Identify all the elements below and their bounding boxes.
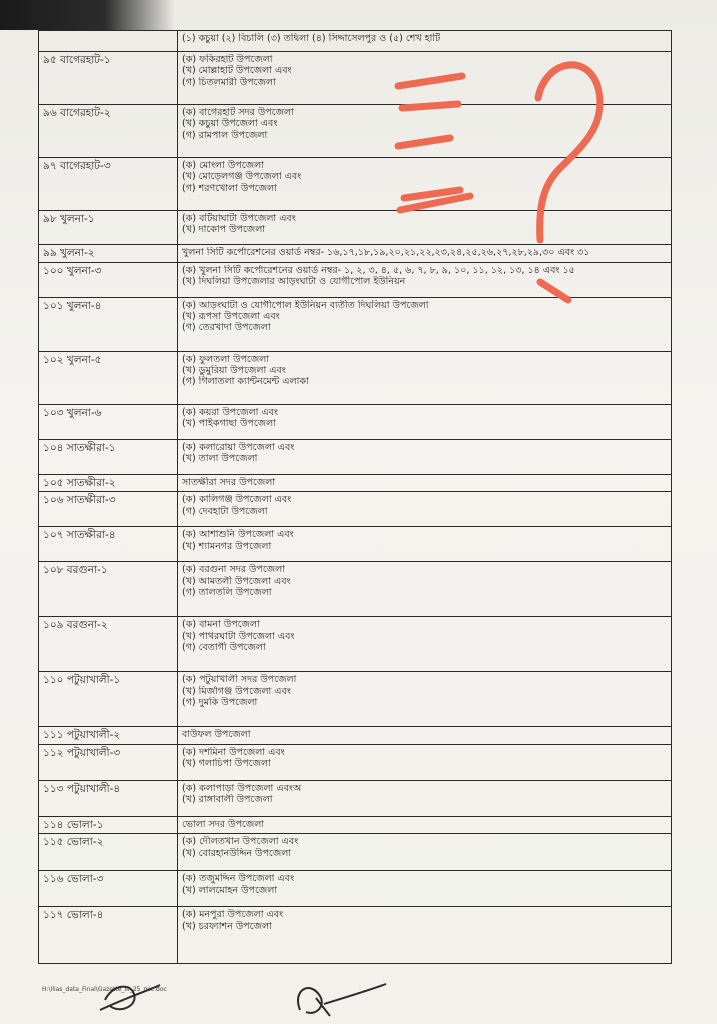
table-row [39,351,672,404]
table-row [39,245,672,263]
area-line: (গ) শরণখোলা উপজেলা [182,182,277,194]
constituency-cell: ৯৭ বাগেরহাট-৩ [39,158,178,211]
constituency-cell: ৯৬ বাগেরহাট-২ [39,105,178,158]
table-row [39,780,672,816]
constituency-cell: ৯৯ খুলনা-২ [39,245,178,263]
area-line: (ক) আশাশুনি উপজেলা এবং [182,529,294,541]
area-line: (গ) তালতলি উপজেলা [182,586,272,598]
area-line: (খ) বোরহানউদ্দিন উপজেলা [182,847,292,859]
constituency-table [38,30,672,964]
table-row [39,262,672,297]
constituency-cell: ৯৫ বাগেরহাট-১ [39,52,178,105]
constituency-cell: ১০৮ বরগুনা-১ [39,562,178,617]
area-cell [178,245,672,263]
area-line: (খ) পাইকগাছা উপজেলা [182,417,276,429]
constituency-cell: ১১৪ ভোলা-১ [39,816,178,834]
area-cell [178,439,672,474]
area-cell [178,617,672,672]
area-line: (ক) খুলনা সিটি কর্পোরেশনের ওয়ার্ড নম্বর- ১, ২, ৩, ৪, ৫, ৬, ৭, ৮, ৯, ১০, ১১, ১২, ১৩, ১৪ এবং ১৫ [182,264,575,276]
table-row [39,404,672,439]
area-cell [178,474,672,492]
area-line: (গ) রামপাল উপজেলা [182,129,268,141]
table-row [39,834,672,871]
area-line: (ক) কয়রা উপজেলা এবং [182,406,278,418]
signature-scribble-right [298,984,386,1016]
area-cell [178,744,672,780]
area-line: (খ) দাকোপ উপজেলা [182,224,266,236]
table-row [39,474,672,492]
area-line: (ক) কলাপাড়া উপজেলা এবংঅ [182,782,302,794]
area-cell [178,297,672,351]
area-line: (গ) বেতাগী উপজেলা [182,641,266,653]
area-cell [178,834,672,871]
area-line: (ক) ফকিরহাট উপজেলা [182,54,273,65]
area-line: (খ) মোল্লাহাট উপজেলা এবং [182,65,292,77]
area-line: (গ) চিতলমারী উপজেলা [182,76,276,88]
area-line: (খ) ডুমুরিয়া উপজেলা এবং [182,364,286,376]
area-cell [178,404,672,439]
table-row [39,439,672,474]
constituency-cell: ১০০ খুলনা-৩ [39,262,178,297]
constituency-cell: ১০৬ সাতক্ষীরা-৩ [39,492,178,527]
photo-dark-corner [0,0,175,30]
area-line: (খ) চরফ্যাশন উপজেলা [182,920,272,932]
area-line: (খ) রূপসা উপজেলা এবং [182,310,280,322]
area-line: (খ) রাঙ্গাবালী উপজেলা [182,794,273,806]
area-cell [178,780,672,816]
constituency-cell: ১১৭ ভোলা-৪ [39,907,178,964]
area-line: (গ) দুমকি উপজেলা [182,696,258,708]
area-line: (ক) দৌলতখান উপজেলা এবং [182,836,299,848]
table-row [39,871,672,907]
area-cell [178,105,672,158]
area-cell [178,871,672,907]
table-row [39,672,672,727]
table-row [39,105,672,158]
area-line: (খ) মোড়েলগঞ্জ উপজেলা এবং [182,171,302,183]
constituency-cell: ১১৩ পটুয়াখালী-৪ [39,780,178,816]
constituency-cell: ১১০ পটুয়াখালী-১ [39,672,178,727]
area-cell [178,562,672,617]
header-text-cell [178,31,672,52]
table-row [39,562,672,617]
area-line: (ক) আড়ংঘাটা ও যোগীপোল ইউনিয়ন ব্যতীত দিঘলিয়া উপজেলা [182,299,429,311]
area-cell [178,727,672,745]
area-line: ভোলা সদর উপজেলা [182,818,265,830]
area-cell [178,492,672,527]
constituency-cell: ১০১ খুলনা-৪ [39,297,178,351]
table-row [39,527,672,562]
table-row [39,816,672,834]
table-row [39,492,672,527]
constituency-cell: ১১১ পটুয়াখালী-২ [39,727,178,745]
area-line: (খ) পাথরঘাটা উপজেলা এবং [182,630,295,642]
area-cell [178,158,672,211]
area-line: (ক) কালিগঞ্জ উপজেলা এবং [182,494,292,506]
constituency-cell: ১০৫ সাতক্ষীরা-২ [39,474,178,492]
header-text: (১) কচুয়া (২) বিচালি (৩) তদ্বিলা (৪) সিদ্দাসেলপুর ও (৫) শেখ হাটি [182,33,441,44]
area-cell [178,351,672,404]
area-line: (গ) দেবহাটা উপজেলা [182,505,268,517]
area-line: সাতক্ষীরা সদর উপজেলা [182,476,276,488]
area-line: (ক) তজুমদ্দিন উপজেলা এবং [182,873,295,885]
constituency-cell: ৯৮ খুলনা-১ [39,211,178,245]
area-line: (খ) মির্জাগঞ্জ উপজেলা এবং [182,685,291,697]
constituency-cell: ১১৬ ভোলা-৩ [39,871,178,907]
area-line: (ক) বটিয়াঘাটা উপজেলা এবং [182,213,296,224]
table-row [39,744,672,780]
area-cell [178,527,672,562]
area-line: (ক) মনপুরা উপজেলা এবং [182,909,284,921]
table-row [39,907,672,964]
constituency-cell: ১০৪ সাতক্ষীরা-১ [39,439,178,474]
area-line: (ক) দশমিনা উপজেলা এবং [182,746,285,758]
table-row [39,52,672,105]
area-cell [178,672,672,727]
constituency-cell: ১১২ পটুয়াখালী-৩ [39,744,178,780]
constituency-cell: ১০৭ সাতক্ষীরা-৪ [39,527,178,562]
area-line: (খ) তালা উপজেলা [182,452,258,464]
area-line: (ক) বামনা উপজেলা [182,619,260,631]
area-line: (গ) তেরখাদা উপজেলা [182,322,271,334]
area-line: বাউফল উপজেলা [182,729,251,741]
area-line: (খ) কচুয়া উপজেলা এবং [182,118,278,130]
area-line: খুলনা সিটি কর্পোরেশনের ওয়ার্ড নম্বর- ১৬,১৭,১৮,১৯,২০,২১,২২,২৩,২৪,২৫,২৬,২৭,২৮,২৯,৩০ এবং ৩১ [182,247,590,258]
area-line: (ক) মোংলা উপজেলা [182,160,264,171]
constituency-cell: ১০২ খুলনা-৫ [39,351,178,404]
table-row [39,158,672,211]
area-line: (গ) গিলাতলা ক্যান্টনমেন্ট এলাকা [182,376,309,388]
area-line: (খ) দিঘলিয়া উপজেলার আড়ংঘাটা ও যোগীপোল ইউনিয়ন [182,275,406,287]
area-line: (খ) আমতলী উপজেলা এবং [182,575,291,587]
area-line: (খ) শ্যামনগর উপজেলা [182,540,272,552]
area-line: (খ) গলাচিপা উপজেলা [182,758,271,770]
area-line: (ক) বরগুনা সদর উপজেলা [182,564,285,576]
table-row [39,297,672,351]
table-row [39,727,672,745]
area-line: (ক) কলারোয়া উপজেলা এবং [182,441,295,453]
constituency-cell: ১০৩ খুলনা-৬ [39,404,178,439]
file-path-note: H:\Ilias_data_Final\Gazette_III_25_mic.doc [42,986,167,993]
area-cell [178,907,672,964]
table-row [39,617,672,672]
area-line: (ক) ফুলতলা উপজেলা [182,353,270,365]
table-header-row [39,31,672,52]
constituency-cell: ১১৫ ভোলা-২ [39,834,178,871]
area-cell [178,52,672,105]
area-cell [178,816,672,834]
area-line: (ক) পটুয়াখালী সদর উপজেলা [182,674,297,686]
area-line: (ক) বাগেরহাট সদর উপজেলা [182,107,294,118]
constituency-cell: ১০৯ বরগুনা-২ [39,617,178,672]
area-line: (খ) লালমোহন উপজেলা [182,884,278,896]
area-cell [178,262,672,297]
table-row [39,211,672,245]
header-blank-cell [39,31,178,52]
area-cell [178,211,672,245]
